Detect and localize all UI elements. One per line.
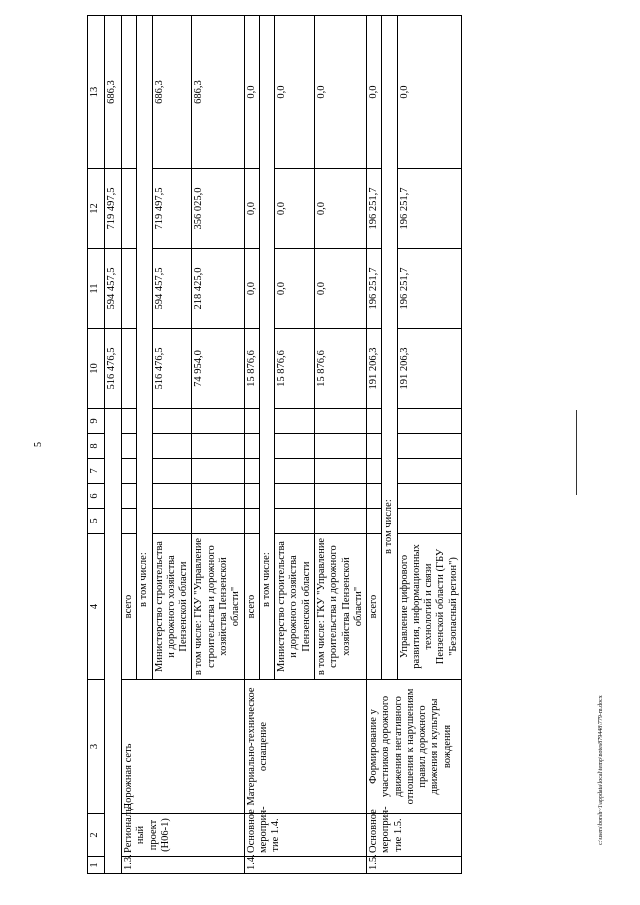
value-cell: 0,0 bbox=[275, 169, 315, 249]
col-header: 7 bbox=[88, 459, 105, 484]
budget-table bbox=[87, 15, 462, 874]
row-number: 1.4. bbox=[244, 857, 367, 874]
page-number: 5 bbox=[33, 442, 44, 447]
value-cell: 196 251,7 bbox=[367, 169, 382, 249]
value-cell: 0,0 bbox=[367, 16, 382, 169]
col-header: 11 bbox=[88, 249, 105, 329]
total-cell: 516 476,5 bbox=[105, 329, 122, 409]
value-cell: 0,0 bbox=[244, 16, 259, 169]
value-cell: 15 876,6 bbox=[314, 329, 366, 409]
value-cell: 0,0 bbox=[244, 249, 259, 329]
row-number: 1.5. bbox=[367, 857, 462, 874]
value-cell: 0,0 bbox=[275, 16, 315, 169]
measure-name: Дорожная сеть bbox=[122, 680, 245, 814]
column-number-header-row bbox=[88, 16, 105, 874]
row-number: 1.3. bbox=[122, 857, 245, 874]
value-cell bbox=[122, 249, 137, 329]
col-header: 12 bbox=[88, 169, 105, 249]
value-cell: 15 876,6 bbox=[244, 329, 259, 409]
executor-cell: в том числе: ГКУ "Управление строительства и дорожного хозяйства Пензенской области" bbox=[192, 534, 244, 680]
col-header: 5 bbox=[88, 509, 105, 534]
executor-cell: всего bbox=[367, 534, 382, 680]
executor-cell: всего bbox=[122, 534, 137, 680]
value-cell: 74 954,0 bbox=[192, 329, 244, 409]
table-row bbox=[105, 16, 122, 874]
value-cell: 218 425,0 bbox=[192, 249, 244, 329]
table-row bbox=[122, 16, 137, 874]
executor-cell: Министерство строительства и дорожного хозяйства Пензенской области bbox=[152, 534, 192, 680]
col-header: 6 bbox=[88, 484, 105, 509]
col-header: 10 bbox=[88, 329, 105, 409]
value-cell bbox=[122, 16, 137, 169]
value-cell: 719 497,5 bbox=[152, 169, 192, 249]
value-cell: 0,0 bbox=[275, 249, 315, 329]
value-cell: 191 206,3 bbox=[367, 329, 382, 409]
value-cell: 686,3 bbox=[192, 16, 244, 169]
col-header: 4 bbox=[88, 534, 105, 680]
value-cell: 196 251,7 bbox=[397, 169, 461, 249]
table-row bbox=[244, 16, 259, 874]
executor-cell: всего bbox=[244, 534, 259, 680]
value-cell: 686,3 bbox=[152, 16, 192, 169]
value-cell: 0,0 bbox=[314, 249, 366, 329]
value-cell: 594 457,5 bbox=[152, 249, 192, 329]
total-cell: 594 457,5 bbox=[105, 249, 122, 329]
value-cell: 196 251,7 bbox=[397, 249, 461, 329]
measure-name: Формирование у участников дорожного движения негативного отношения к нарушениям правил дорожного движения и культуры вождения bbox=[367, 680, 462, 814]
table-row bbox=[367, 16, 382, 874]
total-cell: 686,3 bbox=[105, 16, 122, 169]
value-cell: 516 476,5 bbox=[152, 329, 192, 409]
value-cell: 0,0 bbox=[244, 169, 259, 249]
rotated-document-frame bbox=[87, 16, 557, 874]
value-cell: 15 876,6 bbox=[275, 329, 315, 409]
measure-type: Основное мероприя-тие 1.5. bbox=[367, 814, 462, 857]
measure-type: Основное мероприя-тие 1.4. bbox=[244, 814, 367, 857]
value-cell: 196 251,7 bbox=[367, 249, 382, 329]
value-cell bbox=[122, 329, 137, 409]
value-cell: 191 206,3 bbox=[397, 329, 461, 409]
value-cell: 0,0 bbox=[314, 169, 366, 249]
executor-cell: Министерство строительства и дорожного хозяйства Пензенской области bbox=[275, 534, 315, 680]
executor-cell: в том числе: ГКУ "Управление строительства и дорожного хозяйства Пензенской области" bbox=[314, 534, 366, 680]
file-path-footer: c:\users\borsh~1\appdata\local\temp\notes879448\779-m.docx bbox=[598, 695, 604, 845]
total-cell: 719 497,5 bbox=[105, 169, 122, 249]
col-header: 13 bbox=[88, 16, 105, 169]
subtotal-caption: в том числе: bbox=[137, 16, 152, 680]
value-cell bbox=[122, 169, 137, 249]
footnote-separator-line bbox=[576, 410, 577, 495]
subtotal-caption: в том числе: bbox=[382, 16, 397, 680]
measure-name: Материально-техническое оснащение bbox=[244, 680, 367, 814]
value-cell: 0,0 bbox=[397, 16, 461, 169]
col-header: 2 bbox=[88, 814, 105, 857]
subtotal-caption: в том числе: bbox=[259, 16, 274, 680]
col-header: 9 bbox=[88, 409, 105, 434]
col-header: 8 bbox=[88, 434, 105, 459]
executor-cell: Управление цифрового развития, информационных технологий и связи Пензенской области (ГБУ "Безопасный регион") bbox=[397, 534, 461, 680]
col-header: 1 bbox=[88, 857, 105, 874]
value-cell: 0,0 bbox=[314, 16, 366, 169]
measure-type: Региональ-ный проект (Н06-1) bbox=[122, 814, 245, 857]
value-cell: 356 025,0 bbox=[192, 169, 244, 249]
col-header: 3 bbox=[88, 680, 105, 814]
